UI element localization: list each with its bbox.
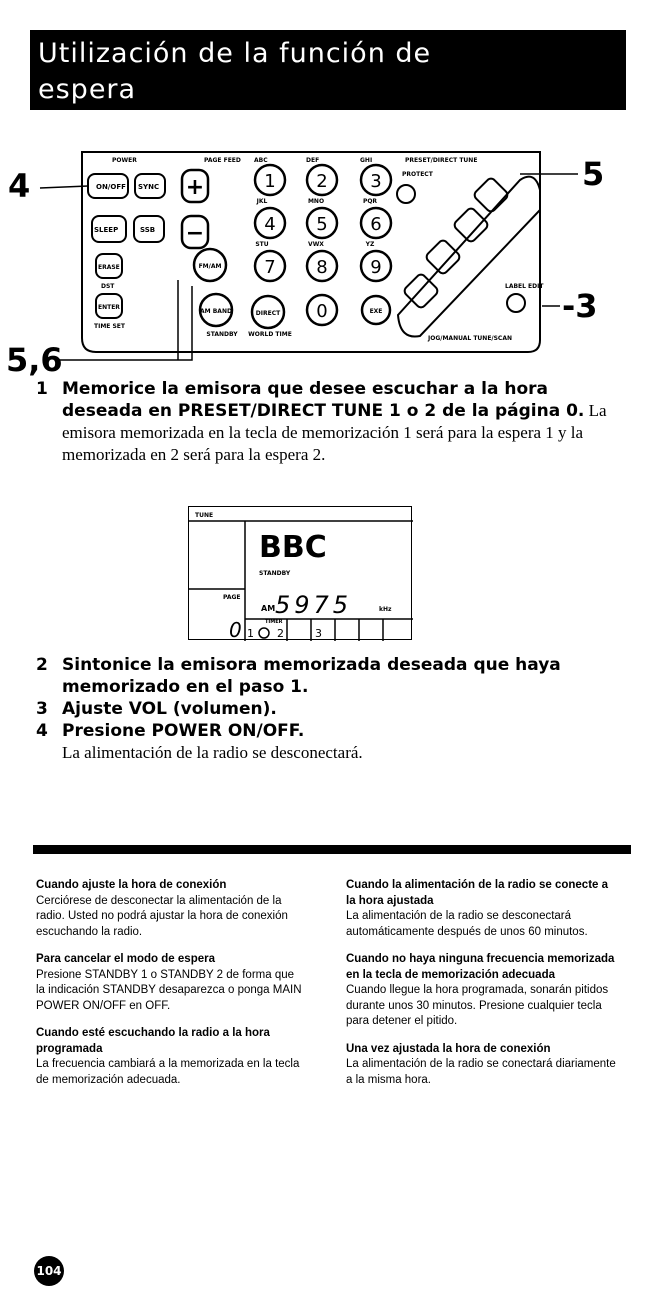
dst-label: DST [101, 283, 115, 290]
step-4-note: La alimentación de la radio se desconectará. [62, 743, 363, 762]
jog-down-button[interactable] [425, 239, 462, 276]
key-2-label: 2 [316, 171, 328, 192]
key-7-label: 7 [264, 257, 276, 278]
direct-label: DIRECT [255, 310, 281, 317]
jog-scan-label: JOG/MANUAL TUNE/SCAN [428, 335, 512, 342]
step-4-instruction: Presione POWER ON/OFF. [62, 721, 305, 741]
key-8-label: 8 [316, 257, 328, 278]
stu-label: STU [255, 241, 269, 248]
remote-control-illustration [0, 140, 658, 370]
key-5-label: 5 [316, 214, 328, 235]
note-body: Cerciórese de desconectar la alimentación de la radio. Usted no podrá ajustar la hora de conexión escuchando la radio. [36, 894, 288, 938]
note-heading: Para cancelar el modo de espera [36, 953, 215, 965]
step-1-text [62, 378, 632, 466]
note-body: Cuando llegue la hora programada, sonarán pitidos durante unos 30 minutos. Presione cualquier tecla para detener el pitido. [346, 984, 609, 1027]
jog-left-button[interactable] [453, 207, 490, 244]
step-1-instruction: Memorice la emisora que desee escuchar a la hora deseada en PRESET/DIRECT TUNE 1 o 2 de la página 0. [62, 379, 585, 421]
page-label: PAGE [223, 594, 241, 601]
timer-slot-2: 2 [277, 627, 284, 640]
note-body: Presione STANDBY 1 o STANDBY 2 de forma que la indicación STANDBY desaparezca o ponga MAIN POWER ON/OFF en OFF. [36, 968, 302, 1012]
frequency-unit: kHz [379, 606, 392, 613]
note-heading: Cuando no haya ninguna frecuencia memorizada en la tecla de memorización adecuada [346, 953, 615, 981]
section-title-band [30, 30, 626, 110]
step-2-instruction: Sintonice la emisora memorizada deseada que haya memorizado en el paso 1. [62, 655, 561, 697]
label-ghi: GHI [360, 157, 373, 164]
label-page-feed: PAGE FEED [204, 157, 241, 164]
sync-label: SYNC [138, 183, 160, 191]
label-abc: ABC [254, 157, 268, 164]
erase-label: ERASE [98, 264, 120, 271]
protect-button[interactable] [397, 185, 415, 203]
sleep-label: SLEEP [94, 226, 119, 234]
ssb-label: SSB [140, 226, 156, 234]
minus-glyph: − [185, 221, 205, 246]
notes-left-column [36, 878, 306, 1100]
tune-label: TUNE [195, 512, 214, 519]
key-0-label: 0 [316, 301, 328, 322]
timer-slot-3: 3 [315, 627, 322, 640]
time-set-label: TIME SET [94, 323, 125, 330]
station-name: BBC [259, 530, 327, 565]
frequency-readout: 5975 [275, 591, 353, 619]
am-band-label: AM BAND [200, 308, 232, 315]
key-4-label: 4 [264, 214, 276, 235]
note-heading: Cuando esté escuchando la radio a la hora programada [36, 1027, 270, 1055]
note-heading: Una vez ajustada la hora de conexión [346, 1042, 551, 1055]
fm-am-label: FM/AM [198, 263, 222, 270]
label-power: POWER [112, 157, 137, 164]
callout-4: 4 [8, 167, 31, 205]
note-heading: Cuando la alimentación de la radio se conecte a la hora ajustada [346, 879, 609, 907]
lcd-display [188, 506, 412, 640]
vwx-label: VWX [308, 241, 324, 248]
world-time-label: WORLD TIME [248, 331, 292, 338]
key-1-label: 1 [264, 171, 276, 192]
exe-label: EXE [369, 308, 383, 315]
step-4-number: 4 [36, 721, 48, 741]
timer-slot-1: 1 [247, 627, 254, 640]
section-divider [33, 845, 631, 854]
label-edit-button[interactable] [507, 294, 525, 312]
pqr-label: PQR [362, 198, 378, 205]
timer-label: TIMER [265, 619, 283, 625]
step-3-instruction: Ajuste VOL (volumen). [62, 699, 277, 719]
label-preset-direct: PRESET/DIRECT TUNE [405, 157, 478, 164]
step-3-text [62, 698, 632, 720]
key-6-label: 6 [370, 214, 382, 235]
callout-5-top: 5 [582, 155, 605, 193]
key-9-label: 9 [370, 257, 382, 278]
jog-up-button[interactable] [473, 177, 510, 214]
callout-5-6: 5,6 [6, 341, 63, 379]
jkl-label: JKL [256, 198, 268, 205]
alarm-clock-icon [259, 628, 269, 638]
step-2-number: 2 [36, 655, 48, 675]
page-number-display: 0 [229, 618, 242, 641]
step-1-number: 1 [36, 379, 48, 399]
standby-label: STANDBY [206, 331, 238, 338]
callout-3: -3 [562, 287, 598, 325]
yz-label: YZ [365, 241, 375, 248]
step-4-text [62, 720, 632, 764]
label-def: DEF [306, 157, 320, 164]
note-body: La frecuencia cambiará a la memorizada en la tecla de memorización adecuada. [36, 1058, 300, 1086]
plus-glyph: + [185, 175, 205, 200]
band-indicator: AM [261, 604, 276, 613]
page-number-badge: 104 [34, 1256, 64, 1286]
note-body: La alimentación de la radio se desconectará automáticamente después de unos 60 minutos. [346, 910, 588, 938]
section-title-line-2: espera [38, 74, 137, 105]
standby-indicator: STANDBY [259, 570, 291, 577]
enter-label: ENTER [98, 304, 120, 311]
protect-label: PROTECT [402, 171, 433, 178]
key-3-label: 3 [370, 171, 382, 192]
mno-label: MNO [307, 198, 325, 205]
notes-right-column [346, 878, 616, 1100]
note-heading: Cuando ajuste la hora de conexión [36, 879, 227, 891]
step-2-text [62, 654, 632, 698]
label-edit-label: LABEL EDIT [505, 283, 544, 290]
note-body: La alimentación de la radio se conectará diariamente a la misma hora. [346, 1058, 616, 1086]
section-title-line-1: Utilización de la función de [38, 38, 432, 69]
step-1-note: La emisora memorizada en la tecla de memorización 1 será para la espera 1 y la memorizada en 2 será para la espera 2. [62, 401, 607, 464]
power-on-off-label: ON/OFF [96, 183, 126, 191]
step-3-number: 3 [36, 699, 48, 719]
